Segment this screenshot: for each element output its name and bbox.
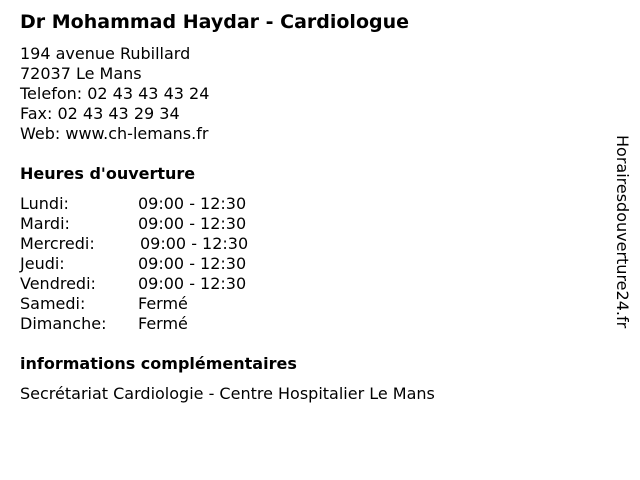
website-link: Web: www.ch-lemans.fr [20,124,209,143]
hours-row-wednesday [20,234,280,254]
time-value: Fermé [138,314,188,333]
time-value: 09:00 - 12:30 [140,234,249,253]
address-block [20,44,209,144]
day-label: Vendredi: [20,274,96,293]
hours-row-monday [20,194,280,214]
hours-row-saturday [20,294,280,314]
time-value: 09:00 - 12:30 [138,194,247,213]
additional-info-text: Secrétariat Cardiologie - Centre Hospitalier Le Mans [20,384,435,403]
hours-row-tuesday [20,214,280,234]
city-postcode: 72037 Le Mans [20,64,142,83]
hours-row-friday [20,274,280,294]
hours-row-thursday [20,254,280,274]
additional-info-heading: informations complémentaires [20,354,297,373]
phone-number: Telefon: 02 43 43 43 24 [20,84,210,103]
fax-number: Fax: 02 43 43 29 34 [20,104,180,123]
day-label: Mercredi: [20,234,95,253]
day-label: Samedi: [20,294,86,313]
page-title: Dr Mohammad Haydar - Cardiologue [20,11,410,33]
brand-watermark [612,135,632,375]
time-value: Fermé [138,294,188,313]
time-value: 09:00 - 12:30 [138,254,247,273]
opening-hours-table [20,194,280,334]
brand-watermark-text: Horairesdouverture24.fr [613,135,632,329]
day-label: Jeudi: [20,254,65,273]
day-label: Dimanche: [20,314,107,333]
hours-row-sunday [20,314,280,334]
time-value: 09:00 - 12:30 [138,214,247,233]
day-label: Lundi: [20,194,69,213]
day-label: Mardi: [20,214,70,233]
street-address: 194 avenue Rubillard [20,44,191,63]
time-value: 09:00 - 12:30 [138,274,247,293]
opening-hours-heading: Heures d'ouverture [20,164,196,183]
